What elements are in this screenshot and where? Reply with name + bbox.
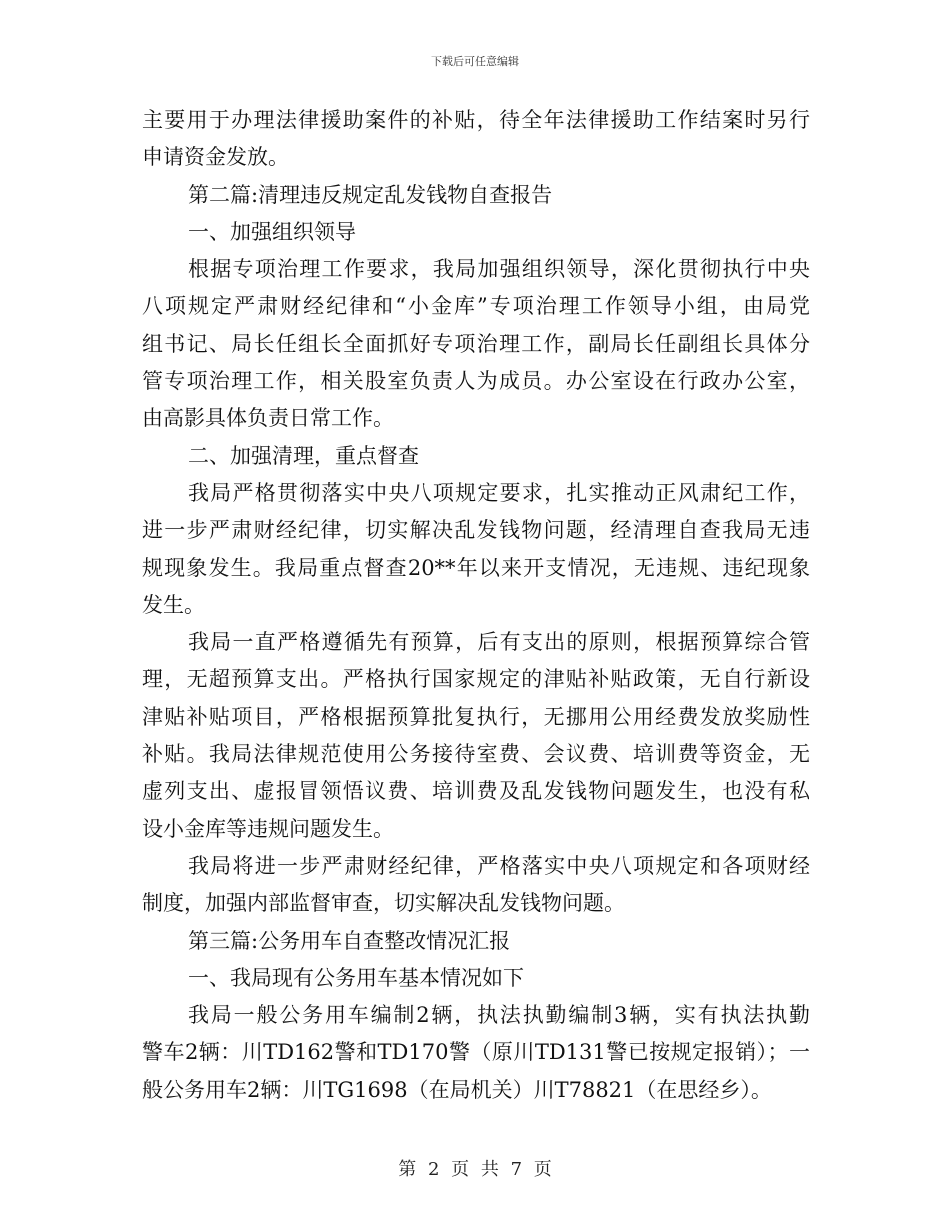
text-line: 补贴。我局法律规范使用公务接待室费、会议费、培训费等资金，无	[142, 742, 810, 767]
text-line: 主要用于办理法律援助案件的补贴，待全年法律援助工作结案时另行	[142, 108, 810, 132]
text-line: 我局将进一步严肃财经纪律，严格落实中央八项规定和各项财经	[188, 853, 810, 878]
text-line: 组书记、局长任组长全面抓好专项治理工作，副局长任副组长具体分	[142, 331, 810, 356]
page-header: 下载后可任意编辑	[431, 55, 519, 68]
text-line: 进一步严肃财经纪律，切实解决乱发钱物问题，经清理自查我局无违	[142, 518, 810, 543]
text-line: 管专项治理工作，相关股室负责人为成员。办公室设在行政办公室，	[142, 369, 810, 394]
text-line: 我局严格贯彻落实中央八项规定要求，扎实推动正风肃纪工作，	[188, 480, 810, 505]
text-line: 我局一般公务用车编制2辆，执法执勤编制3辆，实有执法执勤	[188, 1003, 810, 1028]
text-line: 设小金库等违规问题发生。	[142, 816, 394, 841]
text-line: 根据专项治理工作要求，我局加强组织领导，深化贯彻执行中央	[188, 257, 810, 282]
text-line: 第二篇:清理违反规定乱发钱物自查报告	[188, 182, 553, 207]
text-line: 规现象发生。我局重点督查20**年以来开支情况，无违规、违纪现象	[142, 555, 810, 580]
text-line: 由高影具体负责日常工作。	[142, 406, 394, 431]
text-line: 二、加强清理，重点督查	[188, 443, 419, 468]
text-line: 发生。	[142, 592, 205, 617]
text-line: 般公务用车2辆：川TG1698（在局机关）川T78821（在思经乡）。	[142, 1077, 772, 1102]
text-line: 第三篇:公务用车自查整改情况汇报	[188, 928, 511, 953]
text-line: 警车2辆：川TD162警和TD170警（原川TD131警已按规定报销）；一	[142, 1040, 810, 1065]
text-line: 申请资金发放。	[142, 145, 289, 170]
text-line: 我局一直严格遵循先有预算，后有支出的原则，根据预算综合管	[188, 630, 810, 655]
text-line: 一、我局现有公务用车基本情况如下	[188, 965, 524, 990]
text-line: 理，无超预算支出。严格执行国家规定的津贴补贴政策，无自行新设	[142, 667, 810, 692]
text-line: 八项规定严肃财经纪律和“小金库”专项治理工作领导小组，由局党	[142, 294, 810, 319]
text-line: 一、加强组织领导	[188, 219, 356, 244]
text-line: 津贴补贴项目，严格根据预算批复执行，无挪用公用经费发放奖励性	[142, 704, 810, 729]
page-number: 第 2 页 共 7 页	[398, 1159, 552, 1180]
text-line: 制度，加强内部监督审查，切实解决乱发钱物问题。	[142, 891, 625, 916]
text-line: 虚列支出、虚报冒领悟议费、培训费及乱发钱物问题发生，也没有私	[142, 779, 810, 804]
document-body	[142, 102, 810, 1109]
